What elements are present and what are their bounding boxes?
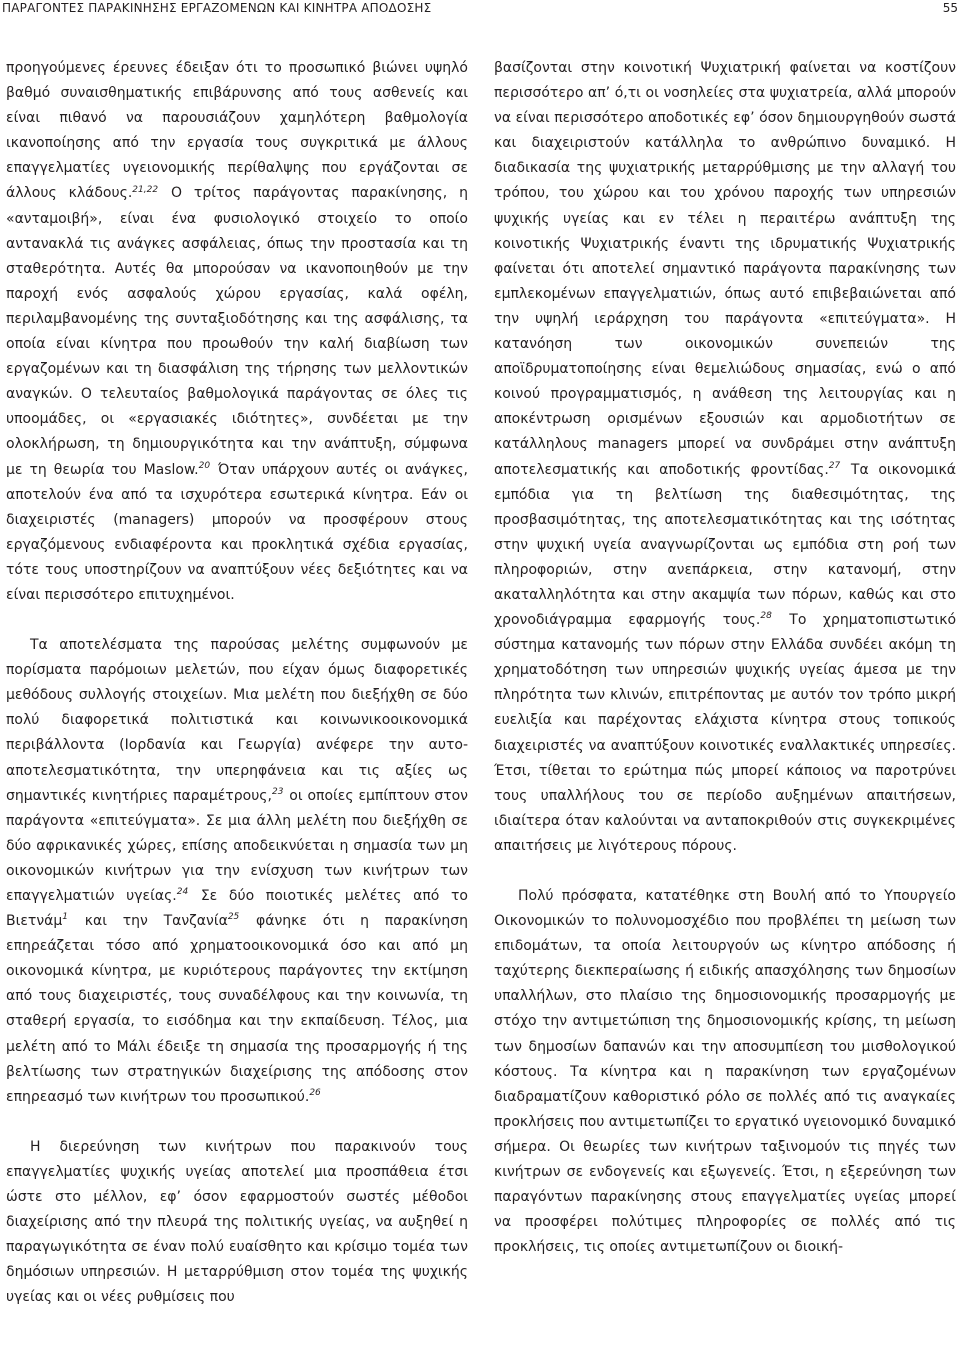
citation-ref: 28: [760, 611, 772, 622]
text-segment: Σε δύο ποιοτικές μελέτες από το Βιετνάμ: [6, 888, 468, 930]
citation-ref: 24: [176, 887, 189, 898]
text-segment: οι οποίες εμπίπτουν στον παράγοντα «επιτεύγματα». Σε μια άλλη μελέτη που διεξήχθη σε δύο αφρικανικές χώρες, επίσης αποδεικνύεται η σημασία των μη οικονομικών κινήτρων για την ενίσχυση των κινήτρων των επαγγελματιών υγείας.: [6, 787, 469, 904]
citation-ref: 21,22: [132, 184, 159, 195]
paragraph: [6, 56, 468, 608]
citation-ref: 26: [309, 1088, 321, 1099]
text-segment: Το χρηματοπιστωτικό σύστημα κατανομής των πόρων στην Ελλάδα συνδέει ακόμη τη χρηματοδότηση των υπηρεσιών ψυχικής υγείας άμεσα με την πληρότητα των κλινών, επιτρέποντας με αυτόν τον τρόπο μικρή ευελιξία και παρέχοντας ελάχιστα κίνητρα στους τοπικούς διαχειριστές να αναπτύξουν κοινοτικές εναλλακτικές υπηρεσίες. Έτσι, τίθεται το ερώτημα πώς μπορεί κάποιος να παροτρύνει τους υπαλλήλους του σε περίοδο αυξημένων απαιτήσεων, ιδιαίτερα όταν καλούνται να ανταποκριθούν στις συγκεκριμένες απαιτήσεις με λιγότερους πόρους.: [494, 612, 957, 854]
paragraph: [494, 884, 956, 1260]
page-number: 55: [942, 1, 958, 15]
text-segment: και την Τανζανία: [69, 913, 228, 930]
text-segment: Τα αποτελέσματα της παρούσας μελέτης συμφωνούν με πορίσματα παρόμοιων μελετών, που είχαν όμως διαφορετικές μεθόδους συλλογής στοιχείων. Μια μελέτη που διεξήχθη σε δύο πολύ διαφορετικά πολιτιστικά και κοινωνικοοικονομικά περιβάλλοντα (Ιορδανία και Γεωργία) ανέφερε την αυτο-αποτελεσματικότητα, την υπερηφάνεια και τις αξίες ως σημαντικές κινητήριες παραμέτρους,: [6, 637, 468, 804]
text-segment: φάνηκε ότι η παρακίνηση επηρεάζεται τόσο από χρηματοοικονομικά όσο και από μη οικονομικά κίνητρα, με κυριότερους παράγοντες την εκτίμηση από τους διαχειριστές, τους συναδέλφους και την κοινωνία, τη σταθερή εργασία, το εισόδημα και την εκπαίδευση. Τέλος, μια μελέτη από το Μάλι έδειξε τη σημασία της προσαρμογής ή της βελτίωσης των στρατηγικών διαχείρισης της απόδοσης στον επηρεασμό των κινήτρων του προσωπικού.: [6, 913, 468, 1105]
paragraph: [6, 633, 468, 1110]
paragraph: [494, 56, 956, 859]
text-segment: Η διερεύνηση των κινήτρων που παρακινούν τους επαγγελματίες ψυχικής υγείας αποτελεί μια προσπάθεια έτσι ώστε στο μέλλον, εφ’ όσον εφαρμοστούν σωστές μέθοδοι διαχείρισης από την πλευρά της πολιτικής υγείας, να αυξηθεί η παραγωγικότητα σε έναν πολύ ευαίσθητο και κρίσιμο τομέα των δημόσιων υπηρεσιών. Η μεταρρύθμιση στον τομέα της ψυχικής υγείας και οι νέες ρυθμίσεις που: [6, 1138, 468, 1306]
citation-ref: 25: [227, 912, 240, 923]
citation-ref: 27: [828, 460, 841, 471]
page-header: [2, 0, 958, 16]
citation-ref: 1: [62, 912, 69, 923]
text-segment: Ο τρίτος παράγοντας παρακίνησης, η «ανταμοιβή», είναι ένα φυσιολογικό στοιχείο το οποίο αντανακλά τις ανάγκες ασφάλειας, όπως την προστασία και τη σταθερότητα. Αυτές θα μπορούσαν να ικανοποιηθούν με την παροχή ενός ασφαλούς χώρου εργασίας, καλά οφέλη, περιλαμβανομένης της συνταξιοδότησης και της ασφάλισης, τα οποία είναι κίνητρα που προωθούν την καλή διαβίωση των εργαζομένων και τη διασφάλιση της τήρησης των μελλοντικών αναγκών. Ο τελευταίος βαθμολογικά παράγοντας σε όλες τις υποομάδες, οι «εργασιακές ιδιότητες», συνδέεται με την ολοκλήρωση, τη δημιουργικότητα και την ανάπτυξη, σύμφωνα με τη θεωρία του Maslow.: [6, 185, 469, 478]
text-segment: Τα οικονομικά εμπόδια για τη βελτίωση της διαθεσιμότητας, της προσβασιμότητας, της αποτελεσματικότητας και της ισότητας στην ψυχική υγεία αναγνωρίζονται ως εμπόδια στη ροή των πληροφοριών, στην ανεπάρκεια, στην κατανομή, στην ακαταλληλότητα και στην ακαμψία των πόρων, καθώς και στο χρονοδιάγραμμα εφαρμογής τους.: [494, 461, 956, 629]
text-segment: προηγούμενες έρευνες έδειξαν ότι το προσωπικό βιώνει υψηλό βαθμό συναισθηματικής επιβάρυνσης από τους ασθενείς και είναι πιθανό να παρουσιάζουν χαμηλότερη βαθμολογία ικανοποίησης από την εργασία τους συγκριτικά με άλλους επαγγελματίες υγειονομικής περίθαλψης που εργάζονται σε άλλους κλάδους.: [6, 60, 468, 202]
citation-ref: 23: [271, 786, 284, 797]
running-title: ΠΑΡΑΓΟΝΤΕΣ ΠΑΡΑΚΙΝΗΣΗΣ ΕΡΓΑΖΟΜΕΝΩΝ ΚΑΙ ΚΙΝΗΤΡΑ ΑΠΟΔΟΣΗΣ: [2, 1, 432, 15]
citation-ref: 20: [198, 460, 211, 471]
text-segment: βασίζονται στην κοινοτική Ψυχιατρική φαίνεται να κοστίζουν περισσότερο απ’ ό,τι οι νοσηλείες στα ψυχιατρεία, αλλά μπορούν να είναι περισσότερο αποδοτικές εφ’ όσον δημιουργηθούν σωστά και διαχειριστούν κατάλληλα το ανθρώπινο δυναμικό. Η διαδικασία της ψυχιατρικής μεταρρύθμισης με την αλλαγή του τρόπου, του χώρου και του χρόνου παροχής των υπηρεσιών ψυχικής υγείας και εν τέλει η περαιτέρω ανάπτυξη της κοινοτικής Ψυχιατρικής έναντι της ιδρυματικής Ψυχιατρικής φαίνεται ότι αποτελεί σημαντικό παράγοντα παρακίνησης των εμπλεκομένων επαγγελματιών, όπως αυτό επιβεβαιώνεται από την υψηλή ιεράρχηση του παράγοντα «επιτεύγματα». Η κατανόηση των οικονομικών συνεπειών της αποϊδρυματοποίησης είναι θεμελιώδους σημασίας, ενώ ο από κοινού προγραμματισμός, η ανάθεση της λειτουργίας και η αποκέντρωση ορισμένων εξουσιών και αρμοδιοτήτων σε κατάλληλους managers μπορεί να συνδράμει στην ανάπτυξη αποτελεσματικής και αποδοτικής φροντίδας.: [494, 60, 956, 478]
text-segment: Όταν υπάρχουν αυτές οι ανάγκες, αποτελούν ένα από τα ισχυρότερα εσωτερικά κίνητρα. Εάν οι διαχειριστές (managers) μπορούν να προσφέρουν στους εργαζόμενους ενδιαφέροντα και προκλητικά σχέδια εργασίας, τότε τους υποστηρίζουν να αναπτύξουν νέες δεξιότητες και να είναι περισσότερο επιτυχημένοι.: [6, 461, 468, 603]
left-column: [6, 56, 468, 1311]
text-segment: Πολύ πρόσφατα, κατατέθηκε στη Βουλή από το Υπουργείο Οικονομικών το πολυνομοσχέδιο που προβλέπει τη μείωση των επιδομάτων, τα οποία λειτουργούν ως κίνητρο απόδοσης ή ταχύτερης διεκπεραίωσης ή ειδικής απασχόλησης των δημοσίων υπαλλήλων, στο πλαίσιο της δημοσιονομικής προσαρμογής με στόχο την αντιμετώπιση της δημοσιονομικής κρίσης, τη μείωση των δημοσίων δαπανών και την αποσυμπίεση του μισθολογικού κόστους. Τα κίνητρα και η παρακίνηση των εργαζομένων διαδραματίζουν καθοριστικό ρόλο σε πολλές από τις αναγκαίες προκλήσεις που αντιμετωπίζει το εργατικό υγειονομικό δυναμικό σήμερα. Οι θεωρίες των κινήτρων ταξινομούν τις πηγές των κινήτρων σε ενδογενείς και εξωγενείς. Έτσι, η εξερεύνηση των παραγόντων παρακίνησης στους επαγγελματίες υγείας μπορεί να προσφέρει πολύτιμες πληροφορίες σε πολλές από τις προκλήσεις, τις οποίες αντιμετωπίζουν οι διοική-: [494, 888, 956, 1256]
right-column: [494, 56, 956, 1260]
paragraph: [6, 1135, 468, 1311]
